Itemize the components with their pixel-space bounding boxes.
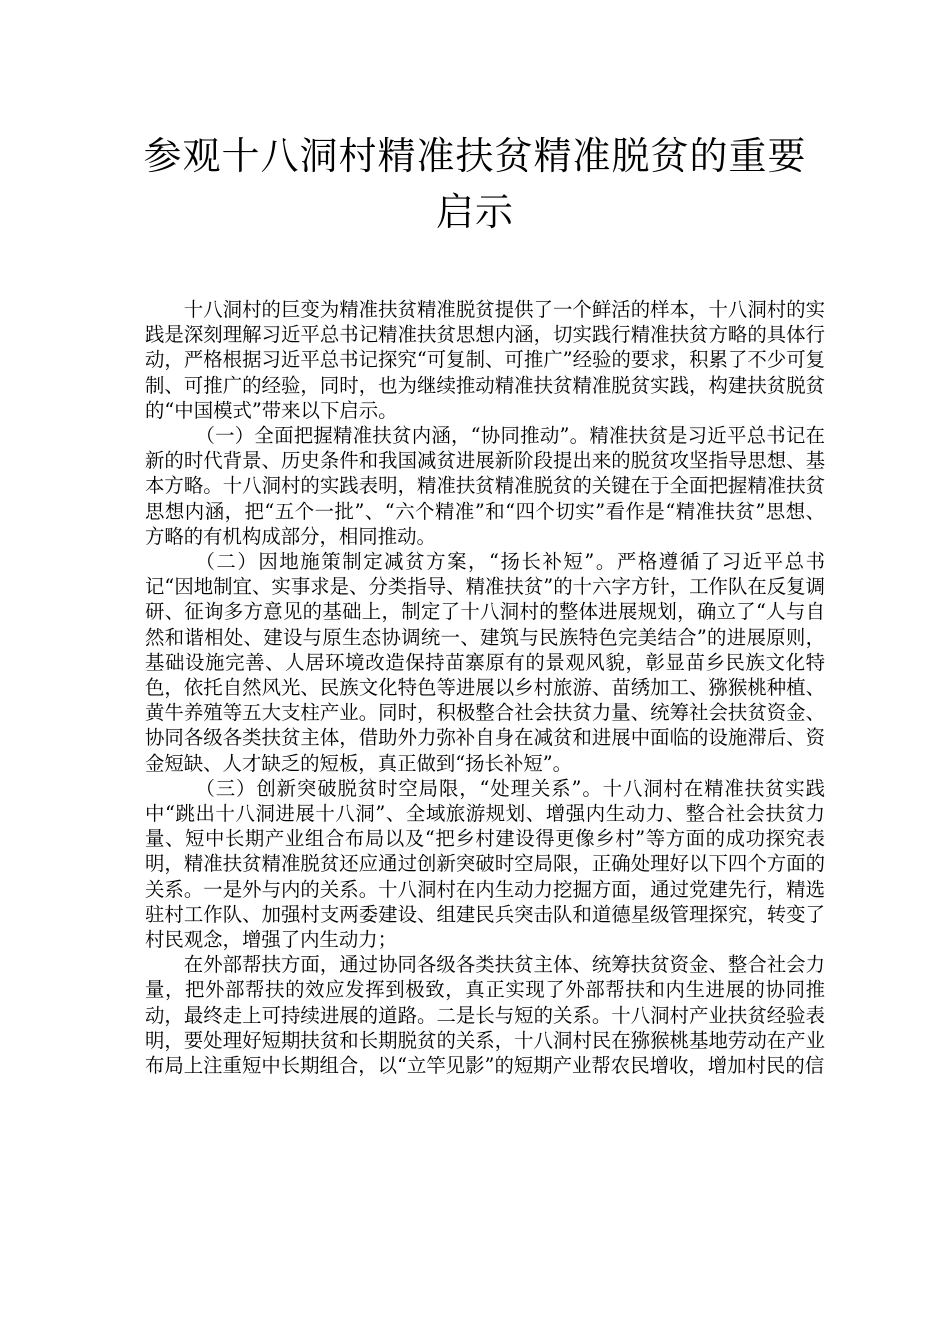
title-line-1: 参观十八洞村精准扶贫精准脱贫的重要 — [143, 134, 807, 178]
paragraph-external-support: 在外部帮扶方面，通过协同各级各类扶贫主体、统筹扶贫资金、整合社会力量，把外部帮扶的效应发挥到极致，真正实现了外部帮扶和内生进展的协同推动，最终走上可持续进展的道路。二是长与短的关系。十八洞村产业扶贫经验表明，要处理好短期扶贫和长期脱贫的关系，十八洞村民在猕猴桃基地劳动在产业布局上注重短中长期组合，以“立竿见影”的短期产业帮农民增收，增加村民的信 — [145, 953, 825, 1078]
document-body — [145, 297, 825, 1078]
paragraph-intro: 十八洞村的巨变为精准扶贫精准脱贫提供了一个鲜活的样本，十八洞村的实践是深刻理解习近平总书记精准扶贫思想内涵，切实践行精准扶贫方略的具体行动，严格根据习近平总书记探究“可复制、可推广”经验的要求，积累了不少可复制、可推广的经验，同时，也为继续推动精准扶贫精准脱贫实践，构建扶贫脱贫的“中国模式”带来以下启示。 — [145, 298, 825, 422]
paragraph-section-1: （一）全面把握精准扶贫内涵，“协同推动”。精准扶贫是习近平总书记在新的时代背景、历史条件和我国减贫进展新阶段提出来的脱贫攻坚指导思想、基本方略。十八洞村的实践表明，精准扶贫精准脱贫的关键在于全面把握精准扶贫思想内涵，把“五个一批”、“六个精准”和“四个切实”看作是“精准扶贫”思想、方略的有机构成部分，相同推动。 — [145, 424, 825, 548]
paragraph-section-2: （二）因地施策制定减贫方案，“扬长补短”。严格遵循了习近平总书记“因地制宜、实事求是、分类指导、精准扶贫”的十六字方针，工作队在反复调研、征询多方意见的基础上，制定了十八洞村的整体进展规划，确立了“人与自然和谐相处、建设与原生态协调统一、建筑与民族特色完美结合”的进展原则，基础设施完善、人居环境改造保持苗寨原有的景观风貌，彰显苗乡民族文化特色，依托自然风光、民族文化特色等进展以乡村旅游、苗绣加工、猕猴桃种植、黄牛养殖等五大支柱产业。同时，积极整合社会扶贫力量、统筹社会扶贫资金、协同各级各类扶贫主体，借助外力弥补自身在减贫和进展中面临的设施滞后、资金短缺、人才缺乏的短板，真正做到“扬长补短”。 — [145, 550, 825, 775]
paragraph-section-3: （三）创新突破脱贫时空局限，“处理关系”。十八洞村在精准扶贫实践中“跳出十八洞进展十八洞”、全域旅游规划、增强内生动力、整合社会扶贫力量、短中长期产业组合布局以及“把乡村建设得更像乡村”等方面的成功探究表明，精准扶贫精准脱贫还应通过创新突破时空局限，正确处理好以下四个方面的关系。一是外与内的关系。十八洞村在内生动力挖掘方面，通过党建先行，精选驻村工作队、加强村支两委建设、组建民兵突击队和道德星级管理探究，转变了村民观念，增强了内生动力； — [145, 776, 825, 952]
page-title — [130, 128, 820, 240]
title-line-2: 启示 — [435, 190, 514, 234]
